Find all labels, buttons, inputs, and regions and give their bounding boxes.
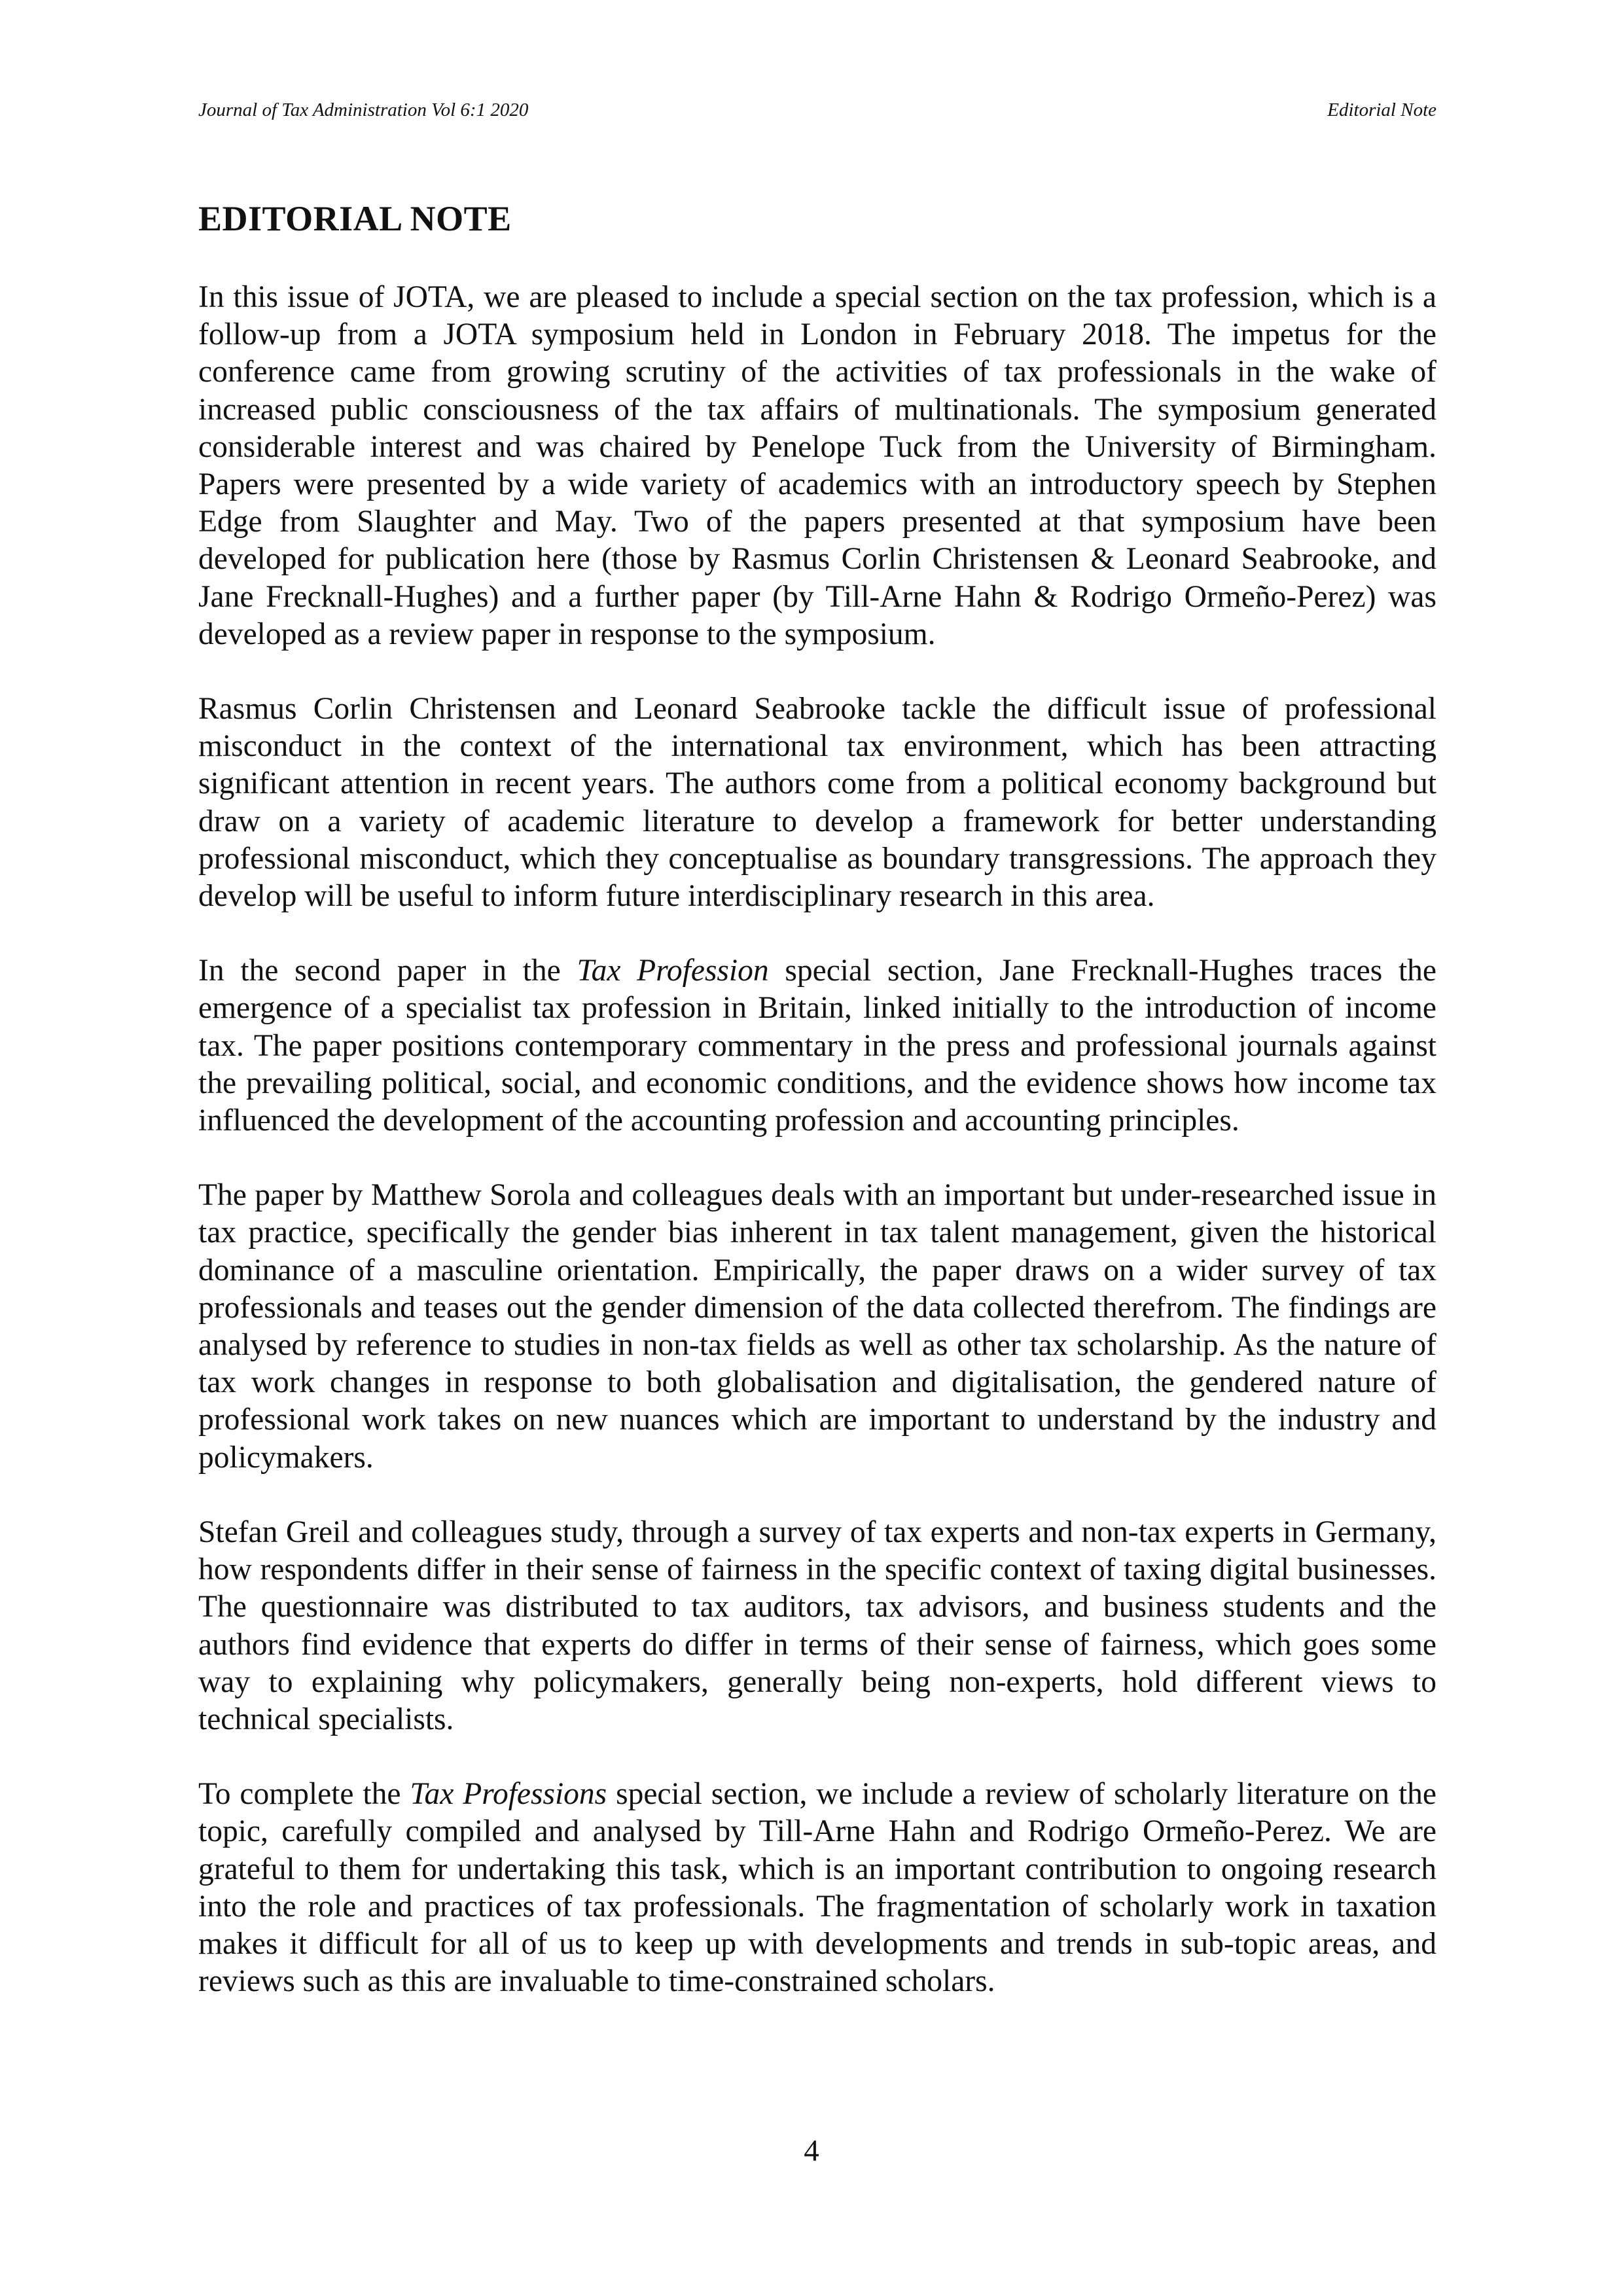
paragraph-christensen-seabrooke: Rasmus Corlin Christensen and Leonard Seabrooke tackle the difficult issue of professional misconduct in the context of the international tax environment, which has been attracting significant attention in recent years. The authors come from a political economy background but draw on a variety of academic literature to develop a framework for better understanding professional misconduct, which they conceptualise as boundary transgressions. The approach they develop will be useful to inform future interdisciplinary research in this area. xyxy=(198,692,1436,914)
section-name: Editorial Note xyxy=(1327,99,1436,120)
emphasized-section-title: Tax Professions xyxy=(410,1777,607,1812)
paragraph-text: special section, Jane Frecknall-Hughes traces the emergence of a specialist tax profession in Britain, linked initially to the introduction of income tax. The paper positions contemporary commentary in the press and professional journals against the prevailing political, social, and economic conditions, and the evidence shows how income tax influenced the development of the accounting profession and accounting principles. xyxy=(198,954,1436,1138)
paragraph-text: special section, we include a review of scholarly literature on the topic, carefully compiled and analysed by Till-Arne Hahn and Rodrigo Ormeño-Perez. We are grateful to them for undertaking this task, which is an important contribution to ongoing research into the role and practices of tax professionals. The fragmentation of scholarly work in taxation makes it difficult for all of us to keep up with developments and trends in sub-topic areas, and reviews such as this are invaluable to time-constrained scholars. xyxy=(198,1777,1436,1999)
running-header xyxy=(198,98,1436,122)
paragraph-text: In the second paper in the xyxy=(198,954,577,988)
page-title: EDITORIAL NOTE xyxy=(198,199,512,238)
paragraph-hahn-ormeno-perez xyxy=(198,1776,1436,2000)
emphasized-section-title: Tax Profession xyxy=(577,954,769,988)
article-body xyxy=(198,279,1436,2037)
paragraph-sorola: The paper by Matthew Sorola and colleagues deals with an important but under-researched issue in tax practice, specifically the gender bias inherent in tax talent management, given the historical dominance of a masculine orientation. Empirically, the paper draws on a wider survey of tax professionals and teases out the gender dimension of the data collected therefrom. The findings are analysed by reference to studies in non-tax fields as well as other tax scholarship. As the nature of tax work changes in response to both globalisation and digitalisation, the gendered nature of professional work takes on new nuances which are important to understand by the industry and policymakers. xyxy=(198,1178,1436,1475)
paragraph-frecknall-hughes xyxy=(198,952,1436,1139)
paragraph-symposium-intro: In this issue of JOTA, we are pleased to include a special section on the tax profession, which is a follow-up from a JOTA symposium held in London in February 2018. The impetus for the conference came from growing scrutiny of the activities of tax professionals in the wake of increased public consciousness of the tax affairs of multinationals. The symposium generated considerable interest and was chaired by Penelope Tuck from the University of Birmingham. Papers were presented by a wide variety of academics with an introductory speech by Stephen Edge from Slaughter and May. Two of the papers presented at that symposium have been developed for publication here (those by Rasmus Corlin Christensen & Leonard Seabrooke, and Jane Frecknall-Hughes) and a further paper (by Till-Arne Hahn & Rodrigo Ormeño-Perez) was developed as a review paper in response to the symposium. xyxy=(198,280,1436,651)
page-number: 4 xyxy=(804,2134,819,2168)
paragraph-text: To complete the xyxy=(198,1777,410,1812)
journal-citation: Journal of Tax Administration Vol 6:1 2020 xyxy=(198,99,529,120)
paragraph-greil: Stefan Greil and colleagues study, through a survey of tax experts and non-tax experts in Germany, how respondents differ in their sense of fairness in the specific context of taxing digital businesses. The questionnaire was distributed to tax auditors, tax advisors, and business students and the authors find evidence that experts do differ in terms of their sense of fairness, which goes some way to explaining why policymakers, generally being non-experts, hold different views to technical specialists. xyxy=(198,1515,1436,1736)
